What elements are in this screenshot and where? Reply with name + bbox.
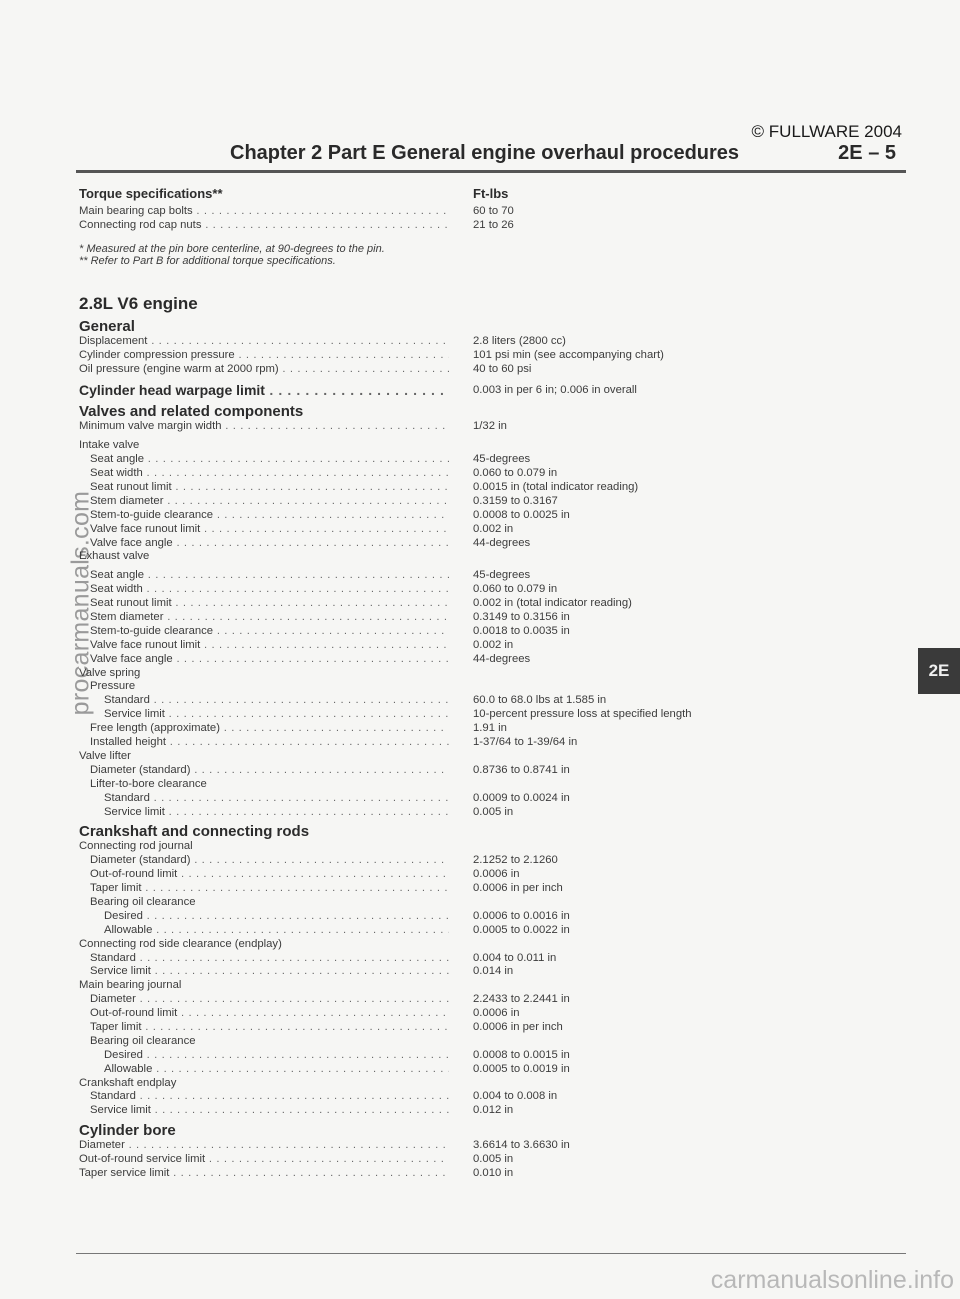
spec-row — [79, 1090, 759, 1104]
spec-group-label — [79, 778, 759, 792]
spec-label: Desired . . . — [79, 1049, 449, 1063]
torque-notes — [79, 243, 759, 268]
spec-label: Main bearing journal — [79, 979, 182, 992]
spec-value: 0.0006 in — [473, 1007, 520, 1020]
spec-value: 0.0018 to 0.0035 in — [473, 624, 570, 637]
spec-label: Valve face runout limit . . . — [79, 639, 449, 653]
spec-value: 40 to 60 psi — [473, 362, 532, 375]
copyright-notice: © FULLWARE 2004 — [751, 122, 902, 141]
subsection-heading: Cylinder bore — [79, 1122, 176, 1140]
spec-value: 0.060 to 0.079 in — [473, 467, 558, 480]
spec-value: 0.012 in — [473, 1104, 514, 1117]
spec-value: 2.8 liters (2800 cc) — [473, 334, 566, 347]
spec-row — [79, 910, 759, 924]
spec-label: Desired . . . — [79, 910, 449, 924]
spec-group-label — [79, 1077, 759, 1091]
spec-label: Diameter . . . — [79, 1139, 449, 1153]
torque-unit: Ft-lbs — [473, 186, 509, 201]
spec-label: Service limit . . . — [79, 708, 449, 722]
side-watermark: procarmanuals.com — [66, 490, 95, 716]
spec-label: Connecting rod cap nuts . . . — [79, 219, 449, 233]
spec-value: 2.1252 to 2.1260 — [473, 854, 558, 867]
spec-label: Pressure — [90, 680, 136, 693]
spec-label: Taper limit . . . — [79, 1021, 449, 1035]
spec-label: Bearing oil clearance — [90, 1034, 196, 1047]
spec-value: 0.0006 to 0.0016 in — [473, 909, 570, 922]
spec-value: 0.0006 in per inch — [473, 1020, 563, 1033]
chapter-title: Chapter 2 Part E General engine overhaul procedures — [230, 142, 740, 164]
spec-label: Stem-to-guide clearance . . . — [79, 509, 449, 523]
spec-label: Standard . . . — [79, 952, 449, 966]
spec-value: 0.0008 to 0.0015 in — [473, 1048, 570, 1061]
spec-label: Stem diameter . . . — [79, 611, 449, 625]
spec-group-label — [79, 750, 759, 764]
spec-row — [79, 467, 759, 481]
spec-group-label — [79, 979, 759, 993]
spec-row — [79, 349, 759, 363]
spec-value: 0.002 in — [473, 522, 514, 535]
torque-heading: Torque specifications** — [79, 186, 223, 201]
subsection-heading: Valves and related components — [79, 403, 304, 421]
note-line: ** Refer to Part B for additional torque specifications. — [79, 255, 336, 268]
spec-row — [79, 481, 759, 495]
spec-label: Out-of-round limit . . . — [79, 1007, 449, 1021]
spec-value: 0.004 to 0.011 in — [473, 951, 557, 964]
spec-row — [79, 1104, 759, 1118]
spec-label: Valve face angle . . . — [79, 537, 449, 551]
spec-label: Main bearing cap bolts . . . — [79, 205, 449, 219]
spec-label: Service limit . . . — [79, 1104, 449, 1118]
spec-row — [79, 792, 759, 806]
spec-label: Valve spring — [79, 666, 141, 679]
spec-row — [79, 205, 759, 219]
spec-label: Valve face angle . . . — [79, 653, 449, 667]
spec-row — [79, 495, 759, 509]
spec-label: Valve lifter — [79, 749, 131, 762]
spec-row — [79, 1021, 759, 1035]
section-title: 2.8L V6 engine — [79, 293, 198, 313]
torque-heading-row — [79, 186, 759, 205]
spec-label: Connecting rod journal — [79, 840, 193, 853]
spec-label: Seat width . . . — [79, 583, 449, 597]
spec-row — [79, 509, 759, 523]
spec-value: 0.3159 to 0.3167 — [473, 494, 558, 507]
spec-row — [79, 453, 759, 467]
spec-group-label — [79, 439, 759, 453]
spec-row — [79, 708, 759, 722]
spec-label: Displacement . . . — [79, 335, 449, 349]
spec-label: Stem-to-guide clearance . . . — [79, 625, 449, 639]
spec-label: Service limit . . . — [79, 965, 449, 979]
footer-watermark: carmanualsonline.info — [710, 1266, 954, 1294]
spec-label: Out-of-round service limit . . . — [79, 1153, 449, 1167]
spec-label: Lifter-to-bore clearance — [90, 777, 207, 790]
spec-value: 0.0005 to 0.0022 in — [473, 923, 570, 936]
spec-value: 0.004 to 0.008 in — [473, 1090, 558, 1103]
spec-value: 0.0006 in per inch — [473, 882, 563, 895]
spec-label: Free length (approximate) . . . — [79, 722, 449, 736]
spec-row — [79, 868, 759, 882]
spec-value: 1-37/64 to 1-39/64 in — [473, 736, 578, 749]
spec-label: Valve face runout limit . . . — [79, 523, 449, 537]
spec-label: Exhaust valve — [79, 550, 150, 563]
spec-label: Allowable . . . — [79, 1063, 449, 1077]
spec-group-label — [79, 896, 759, 910]
spec-row — [79, 653, 759, 667]
spec-value: 45-degrees — [473, 569, 531, 582]
spec-label: Crankshaft endplay — [79, 1076, 177, 1089]
spec-value: 44-degrees — [473, 536, 531, 549]
spec-row — [79, 523, 759, 537]
spec-value: 0.002 in — [473, 638, 514, 651]
spec-value: 60 to 70 — [473, 205, 514, 217]
spec-label: Oil pressure (engine warm at 2000 rpm) . . . — [79, 363, 449, 377]
spec-row — [79, 219, 759, 233]
spec-row — [79, 382, 759, 399]
spec-row — [79, 611, 759, 625]
spec-value: 0.005 in — [473, 1153, 514, 1166]
spec-value: 0.002 in (total indicator reading) — [473, 597, 632, 610]
spec-value: 0.3149 to 0.3156 in — [473, 611, 570, 624]
spec-label: Standard . . . — [79, 694, 449, 708]
spec-row — [79, 1049, 759, 1063]
spec-row — [79, 806, 759, 820]
spec-value: 45-degrees — [473, 453, 531, 466]
spec-label: Minimum valve margin width . . . — [79, 420, 449, 434]
spec-row — [79, 597, 759, 611]
spec-value: 0.0009 to 0.0024 in — [473, 791, 570, 804]
spec-row — [79, 335, 759, 349]
spec-value: 21 to 26 — [473, 218, 514, 231]
spec-label: Seat runout limit . . . — [79, 481, 449, 495]
spec-value: 2.2433 to 2.2441 in — [473, 993, 570, 1006]
spec-group-label — [79, 550, 759, 564]
footer-rule — [76, 1253, 906, 1254]
spec-group-label — [79, 1035, 759, 1049]
spec-row — [79, 965, 759, 979]
spec-label: Standard . . . — [79, 792, 449, 806]
spec-group-label — [79, 680, 759, 694]
spec-row — [79, 694, 759, 708]
spec-value: 0.0015 in (total indicator reading) — [473, 481, 639, 494]
spec-row — [79, 736, 759, 750]
subsection-heading: General — [79, 317, 135, 335]
spec-value: 0.060 to 0.079 in — [473, 583, 558, 596]
spec-value: 0.005 in — [473, 805, 514, 818]
spec-value: 1.91 in — [473, 722, 507, 735]
spec-row — [79, 764, 759, 778]
spec-value: 0.0005 to 0.0019 in — [473, 1062, 570, 1075]
spec-row — [79, 1063, 759, 1077]
spec-label: Stem diameter . . . — [79, 495, 449, 509]
spec-row — [79, 993, 759, 1007]
spec-label: Diameter (standard) . . . — [79, 854, 449, 868]
chapter-tab: 2E — [918, 648, 960, 694]
spec-row — [79, 924, 759, 938]
spec-group-label — [79, 840, 759, 854]
spec-row — [79, 363, 759, 377]
spec-content — [79, 186, 759, 1181]
spec-row — [79, 1167, 759, 1181]
spec-label: Diameter (standard) . . . — [79, 764, 449, 778]
spec-value: 0.010 in — [473, 1166, 514, 1179]
spec-label: Seat runout limit . . . — [79, 597, 449, 611]
spec-label: Diameter . . . — [79, 993, 449, 1007]
spec-value: 10-percent pressure loss at specified length — [473, 708, 692, 721]
spec-row — [79, 625, 759, 639]
spec-value: 0.8736 to 0.8741 in — [473, 763, 570, 776]
spec-label: Taper limit . . . — [79, 882, 449, 896]
spec-label: Intake valve — [79, 439, 140, 452]
spec-row — [79, 722, 759, 736]
spec-value: 60.0 to 68.0 lbs at 1.585 in — [473, 694, 607, 707]
header-rule — [76, 170, 906, 173]
spec-row — [79, 537, 759, 551]
spec-label: Service limit . . . — [79, 806, 449, 820]
spec-label: Allowable . . . — [79, 924, 449, 938]
page-number: 2E – 5 — [838, 142, 896, 164]
spec-row — [79, 639, 759, 653]
spec-value: 3.6614 to 3.6630 in — [473, 1139, 570, 1152]
spec-label: Out-of-round limit . . . — [79, 868, 449, 882]
spec-value: 0.0006 in — [473, 868, 520, 881]
spec-row — [79, 1139, 759, 1153]
spec-row — [79, 420, 759, 434]
spec-label: Seat width . . . — [79, 467, 449, 481]
spec-row — [79, 569, 759, 583]
spec-label: Cylinder head warpage limit . . . — [79, 382, 449, 399]
spec-label: Installed height . . . — [79, 736, 449, 750]
spec-row — [79, 854, 759, 868]
spec-value: 1/32 in — [473, 420, 507, 433]
spec-row — [79, 1153, 759, 1167]
spec-value: 0.003 in per 6 in; 0.006 in overall — [473, 384, 637, 397]
spec-value: 101 psi min (see accompanying chart) — [473, 348, 664, 361]
spec-value: 0.0008 to 0.0025 in — [473, 508, 570, 521]
note-line: * Measured at the pin bore centerline, at 90-degrees to the pin. — [79, 242, 385, 255]
spec-label: Taper service limit . . . — [79, 1167, 449, 1181]
spec-group-label — [79, 938, 759, 952]
spec-row — [79, 882, 759, 896]
spec-row — [79, 583, 759, 597]
spec-label: Standard . . . — [79, 1090, 449, 1104]
spec-label: Cylinder compression pressure . . . — [79, 349, 449, 363]
spec-value: 0.014 in — [473, 965, 514, 978]
spec-row — [79, 1007, 759, 1021]
spec-value: 44-degrees — [473, 652, 531, 665]
spec-row — [79, 952, 759, 966]
spec-label: Bearing oil clearance — [90, 895, 196, 908]
spec-label: Seat angle . . . — [79, 569, 449, 583]
spec-label: Seat angle . . . — [79, 453, 449, 467]
subsection-heading: Crankshaft and connecting rods — [79, 823, 310, 841]
spec-label: Connecting rod side clearance (endplay) — [79, 937, 282, 950]
spec-group-label — [79, 667, 759, 681]
